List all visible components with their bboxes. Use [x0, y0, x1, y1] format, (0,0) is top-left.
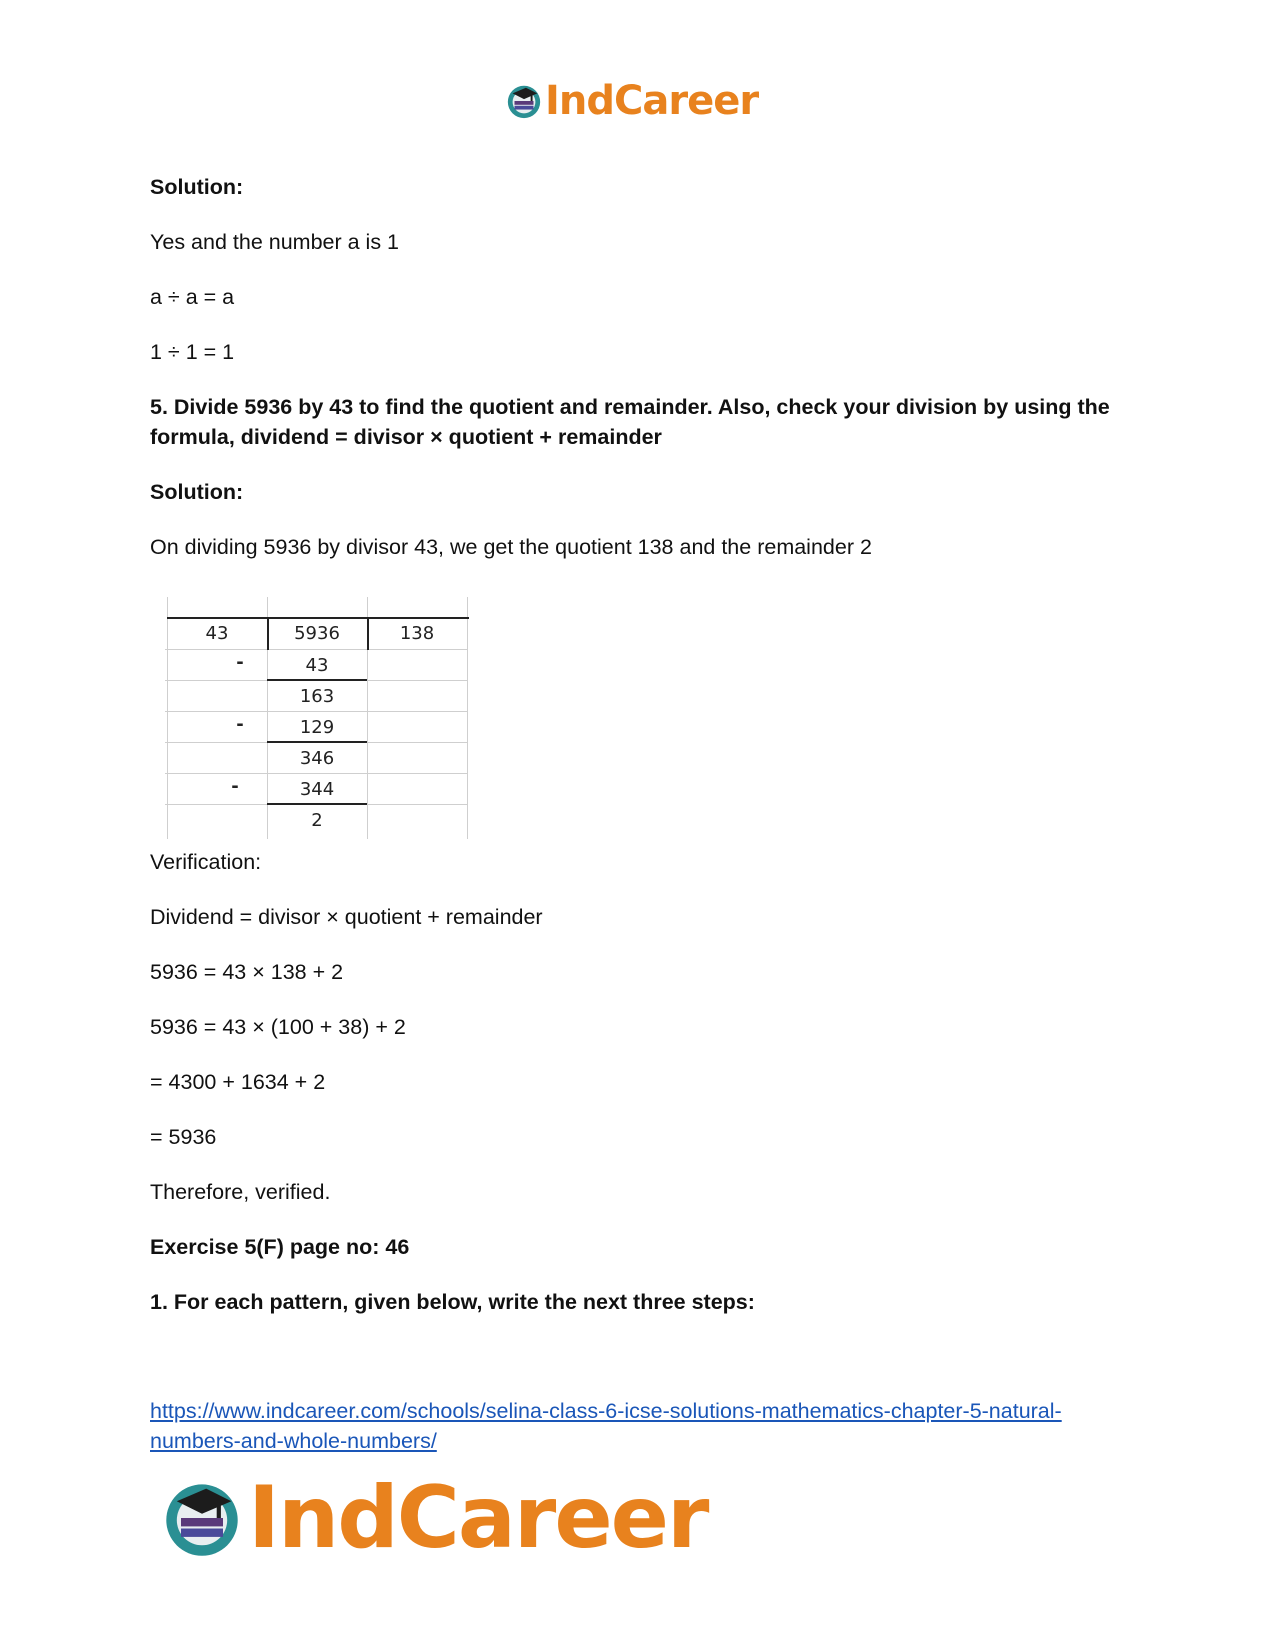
minus-sign: - — [236, 714, 244, 735]
equation-line: Dividend = divisor × quotient + remainder — [150, 905, 543, 929]
logo-wordmark: IndCareer — [545, 78, 759, 124]
equation-line: = 4300 + 1634 + 2 — [150, 1070, 326, 1094]
equation-line: 1 ÷ 1 = 1 — [150, 340, 235, 364]
solution-text: Yes and the number a is 1 — [150, 230, 400, 254]
grid-line — [165, 773, 467, 774]
equation-line: = 5936 — [150, 1125, 217, 1149]
step-value: 346 — [299, 748, 335, 769]
solution-label: Solution: — [150, 480, 244, 504]
subtraction-rule — [267, 803, 367, 805]
footer-logo — [160, 1468, 707, 1568]
grid-line — [467, 597, 468, 839]
question-heading: 5. Divide 5936 by 43 to find the quotient and remainder. Also, check your division by using the formula, dividend = divisor × quotient + remainder — [150, 395, 1110, 449]
graduation-globe-icon — [160, 1476, 244, 1560]
grid-line — [165, 711, 467, 712]
subtraction-rule — [267, 741, 367, 743]
minus-sign: - — [231, 776, 239, 797]
step-value: 43 — [305, 655, 329, 676]
verification-label: Verification: — [150, 850, 262, 874]
equation-line: a ÷ a = a — [150, 285, 235, 309]
solution-text: On dividing 5936 by divisor 43, we get the quotient 138 and the remainder 2 — [150, 535, 872, 559]
solution-label: Solution: — [150, 175, 244, 199]
divisor-cell: 43 — [205, 623, 229, 644]
header-logo — [505, 78, 758, 124]
step-value: 344 — [299, 779, 335, 800]
source-link[interactable]: https://www.indcareer.com/schools/selina-class-6-icse-solutions-mathematics-chapter-5-natural-numbers-and-whole-numbers/ — [150, 1399, 1062, 1453]
grid-line — [165, 649, 467, 650]
step-value: 129 — [299, 717, 335, 738]
conclusion-text: Therefore, verified. — [150, 1180, 331, 1204]
dividend-cell: 5936 — [294, 623, 340, 644]
equation-line: 5936 = 43 × (100 + 38) + 2 — [150, 1015, 406, 1039]
question-heading: 1. For each pattern, given below, write the next three steps: — [150, 1290, 755, 1314]
minus-sign: - — [236, 652, 244, 673]
division-bar — [167, 617, 469, 619]
step-value: 163 — [299, 686, 335, 707]
remainder-value: 2 — [311, 810, 323, 831]
quotient-cell: 138 — [399, 623, 435, 644]
logo-wordmark: IndCareer — [248, 1468, 708, 1568]
long-division-table — [165, 597, 475, 839]
exercise-heading: Exercise 5(F) page no: 46 — [150, 1235, 410, 1259]
subtraction-rule — [267, 679, 367, 681]
equation-line: 5936 = 43 × 138 + 2 — [150, 960, 344, 984]
graduation-globe-icon — [505, 82, 543, 120]
